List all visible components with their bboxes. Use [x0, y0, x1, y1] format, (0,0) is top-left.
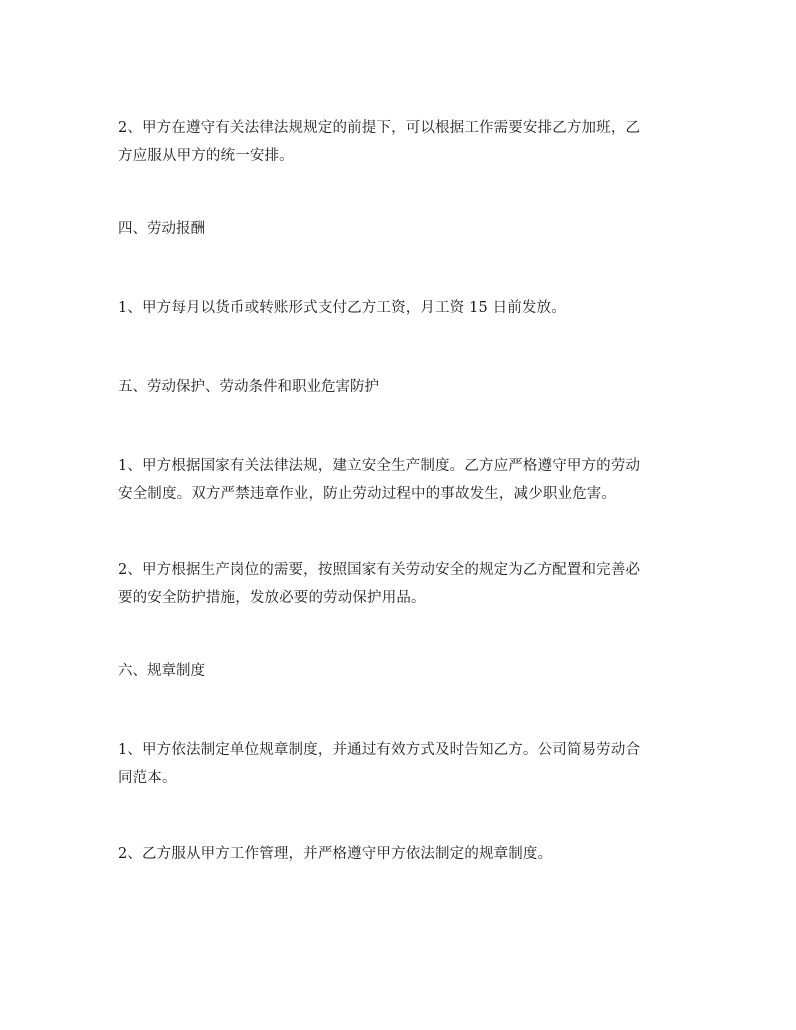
- paragraph-line: 2、乙方服从甲方工作管理，并严格遵守甲方依法制定的规章制度。: [118, 846, 553, 862]
- paragraph-line: 1、甲方依法制定单位规章制度，并通过有效方式及时告知乙方。公司简易劳动合: [118, 742, 641, 758]
- paragraph-salary: [118, 294, 688, 322]
- section-heading-protection: 五、劳动保护、劳动条件和职业危害防护: [118, 379, 379, 395]
- paragraph-overtime: [118, 114, 688, 170]
- paragraph-line: 要的安全防护措施，发放必要的劳动保护用品。: [118, 590, 426, 606]
- paragraph-line: 1、甲方根据国家有关法律法规，建立安全生产制度。乙方应严格遵守甲方的劳动: [118, 458, 641, 474]
- section-heading-remuneration: 四、劳动报酬: [118, 221, 205, 237]
- paragraph-line: 2、甲方根据生产岗位的需要，按照国家有关劳动安全的规定为乙方配置和完善必: [118, 562, 641, 578]
- paragraph-line: 安全制度。双方严禁违章作业，防止劳动过程中的事故发生，减少职业危害。: [118, 486, 617, 502]
- paragraph-line: 方应服从甲方的统一安排。: [118, 148, 294, 164]
- section-heading-regulations: 六、规章制度: [118, 663, 205, 679]
- paragraph-line: 同范本。: [118, 770, 177, 786]
- paragraph-rules-compliance: [118, 840, 688, 868]
- paragraph-line: 2、甲方在遵守有关法律法规规定的前提下，可以根据工作需要安排乙方加班，乙: [118, 120, 641, 136]
- paragraph-line: 1、甲方每月以货币或转账形式支付乙方工资，月工资 15 日前发放。: [118, 300, 566, 316]
- paragraph-safety-system: [118, 452, 688, 508]
- paragraph-safety-measures: [118, 556, 688, 612]
- paragraph-rules-notice: [118, 736, 688, 792]
